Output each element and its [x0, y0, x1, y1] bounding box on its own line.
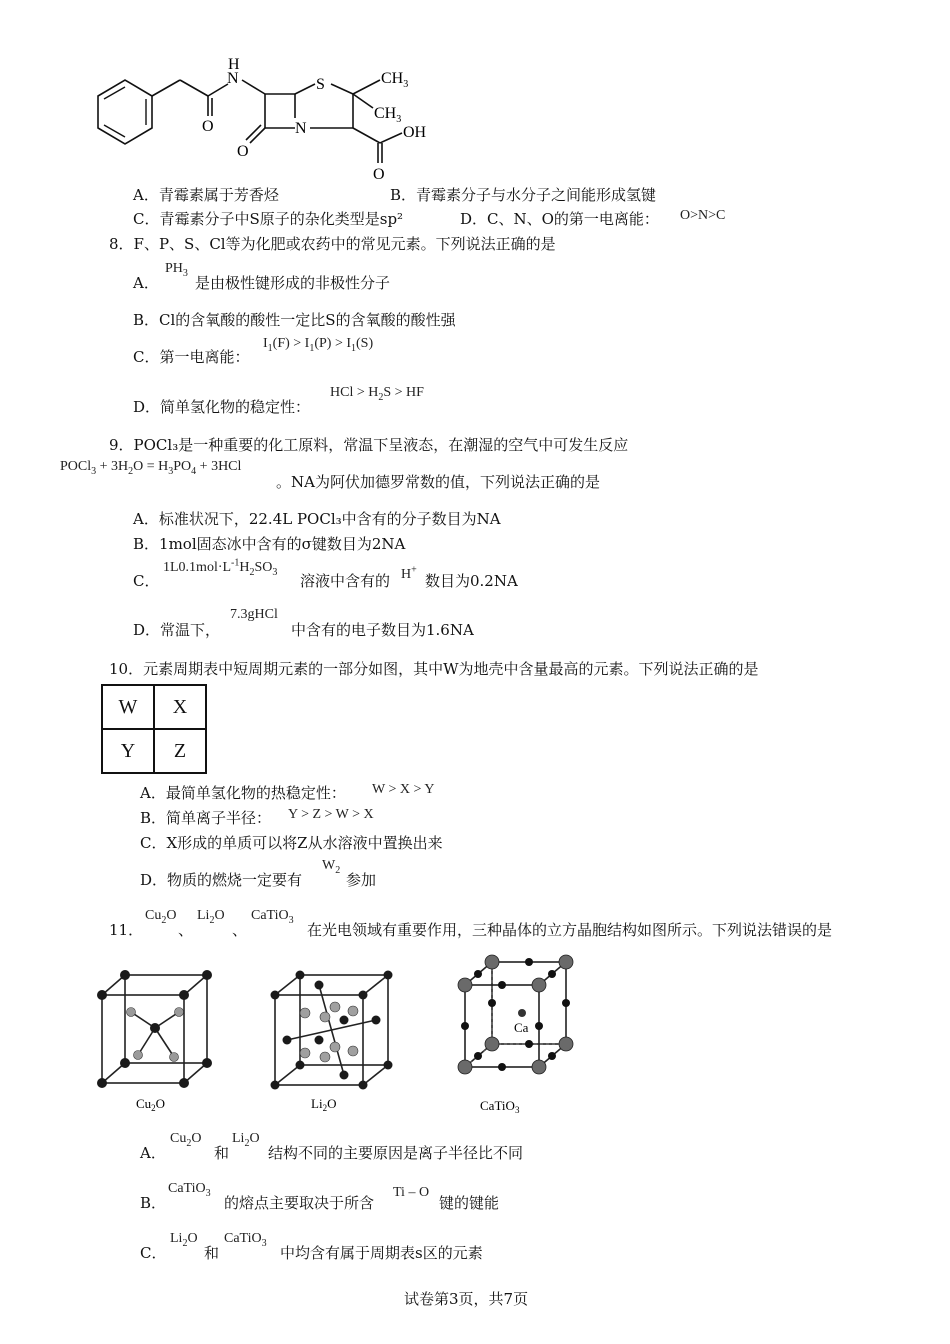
q11-option-c-text: 中均含有属于周期表s区的元素	[280, 1244, 483, 1262]
q9-option-c-text-2: 数目为0.2NA	[425, 572, 518, 590]
q11-option-b-text-2: 键的键能	[439, 1194, 500, 1212]
q11-option-a-formula-2: $Li_2O$	[232, 1131, 260, 1149]
q11-option-c-label: C．	[140, 1244, 167, 1262]
q11-option-b-text-1: 的熔点主要取决于所含	[224, 1194, 375, 1212]
q11-option-c-formula-2: CaTiO$_3$	[224, 1231, 267, 1249]
q8-option-c-formula: $I_1(F) > I_1(P) > I_1(S)$	[263, 336, 374, 354]
q11-option-c-and: 和	[204, 1244, 220, 1262]
q10-option-c: C．X形成的单质可以将Z从水溶液中置换出来	[140, 834, 443, 852]
atom-oh: OH	[403, 124, 427, 141]
q8-option-c-label: C．第一电离能：	[133, 348, 250, 366]
q7-option-b: B．青霉素分子与水分子之间能形成氢键	[390, 186, 657, 204]
q9-option-c-formula: $1L0.1mol\cdot L^{-1}H_2SO_3$	[163, 557, 278, 578]
q9-option-b: B．1mol固态冰中含有的σ键数目为2NA	[133, 535, 406, 553]
q8-option-a-text: 是由极性键形成的非极性分子	[195, 274, 391, 292]
q11-option-a-label: A．	[140, 1144, 166, 1162]
q11-option-a-formula-1: $Cu_2O$	[170, 1131, 202, 1149]
q8-option-a-label: A．	[133, 274, 159, 292]
atom-ch3-mid: $CH_3$	[374, 105, 402, 125]
q11-sep-2: 、	[232, 921, 248, 939]
q11-option-b-label: B．	[140, 1194, 167, 1212]
ca-label: Ca	[514, 1020, 529, 1035]
periodic-table-fragment	[101, 684, 207, 774]
q7-option-d-formula: O>N>C	[680, 208, 726, 223]
caption-cu2o: $Cu_2O$	[136, 1096, 166, 1113]
atom-o-lactam: O	[237, 143, 249, 160]
q11-stem: 在光电领域有重要作用，三种晶体的立方晶胞结构如图所示。下列说法错误的是	[307, 921, 833, 939]
q9-stem-1: 9．POCl₃是一种重要的化工原料，常温下呈液态，在潮湿的空气中可发生反应	[109, 436, 629, 454]
atom-s: S	[316, 76, 325, 93]
atom-h: H	[228, 58, 240, 73]
atom-n-ring: N	[295, 120, 307, 137]
q8-stem: 8．F、P、S、Cl等为化肥或农药中的常见元素。下列说法正确的是	[109, 235, 556, 253]
cell-z: Z	[154, 729, 206, 773]
q10-option-a-label: A．最简单氢化物的热稳定性：	[140, 784, 346, 802]
cell-x: X	[154, 685, 206, 729]
cu2o-unit-cell	[92, 965, 222, 1115]
atom-n-amide: N	[227, 70, 239, 87]
q11-option-c-formula-1: $Li_2O$	[170, 1231, 198, 1249]
q10-option-b-label: B．简单离子半径：	[140, 809, 272, 827]
q11-number: 11．	[109, 921, 144, 939]
caption-li2o: $Li_2O$	[311, 1096, 337, 1113]
catio3-unit-cell	[450, 950, 585, 1115]
q9-option-a: A．标准状况下，22.4L POCl₃中含有的分子数目为NA	[133, 510, 501, 528]
q11-formula-li2o: $Li_2O$	[197, 908, 225, 926]
li2o-unit-cell	[265, 965, 405, 1115]
q11-option-b-formula-1: CaTiO$_3$	[168, 1181, 211, 1199]
q10-option-d-label: D．物质的燃烧一定要有	[140, 871, 303, 889]
q9-equation: POCl$_3$ + $3H_2O = H_3PO_4 + 3HCl$	[60, 459, 242, 477]
q10-option-a-formula: W > X > Y	[372, 782, 435, 797]
q11-option-a-and: 和	[214, 1144, 230, 1162]
q7-option-c: C．青霉素分子中S原子的杂化类型是sp²	[133, 210, 404, 228]
cell-y: Y	[102, 729, 154, 773]
page-footer: 试卷第3页，共7页	[404, 1290, 529, 1308]
penicillin-structure	[90, 58, 450, 183]
q11-formula-cu2o: $Cu_2O$	[145, 908, 177, 926]
q9-option-c-label: C．	[133, 572, 160, 590]
q10-option-d-text: 参加	[346, 871, 377, 889]
q11-option-a-text: 结构不同的主要原因是离子半径比不同	[268, 1144, 524, 1162]
q9-option-d-label: D．常温下，	[133, 621, 221, 639]
q10-stem: 10．元素周期表中短周期元素的一部分如图，其中W为地壳中含量最高的元素。下列说法正确的是	[109, 660, 759, 678]
caption-catio3: CaTiO$_3$	[480, 1098, 520, 1115]
q9-option-d-formula: 7.3gHCl	[230, 607, 278, 622]
q11-formula-catio3: CaTiO$_3$	[251, 908, 294, 926]
q8-option-d-label: D．简单氢化物的稳定性：	[133, 398, 311, 416]
atom-o-amide: O	[202, 118, 214, 135]
q10-option-d-formula: $W_2$	[322, 858, 341, 876]
q8-option-d-formula: HCl > $H_2S$ > HF	[330, 385, 424, 403]
q9-option-c-text-1: 溶液中含有的	[300, 572, 391, 590]
cell-w: W	[102, 685, 154, 729]
atom-ch3-top: $CH_3$	[381, 70, 409, 90]
q11-sep-1: 、	[178, 921, 194, 939]
atom-o-carboxyl: O	[373, 166, 385, 183]
q11-option-b-formula-2: Ti – O	[393, 1185, 430, 1200]
q9-stem-2: 。NA为阿伏加德罗常数的值，下列说法正确的是	[276, 473, 600, 491]
q8-option-a-formula: $PH_3$	[165, 261, 188, 279]
q9-option-c-ion: H+	[401, 564, 417, 582]
q7-option-d: D．C、N、O的第一电离能：	[460, 210, 659, 228]
q10-option-b-formula: Y > Z > W > X	[288, 807, 374, 822]
q9-option-d-text: 中含有的电子数目为1.6NA	[291, 621, 474, 639]
q8-option-b: B．Cl的含氧酸的酸性一定比S的含氧酸的酸性强	[133, 311, 456, 329]
q7-option-a: A．青霉素属于芳香烃	[133, 186, 279, 204]
